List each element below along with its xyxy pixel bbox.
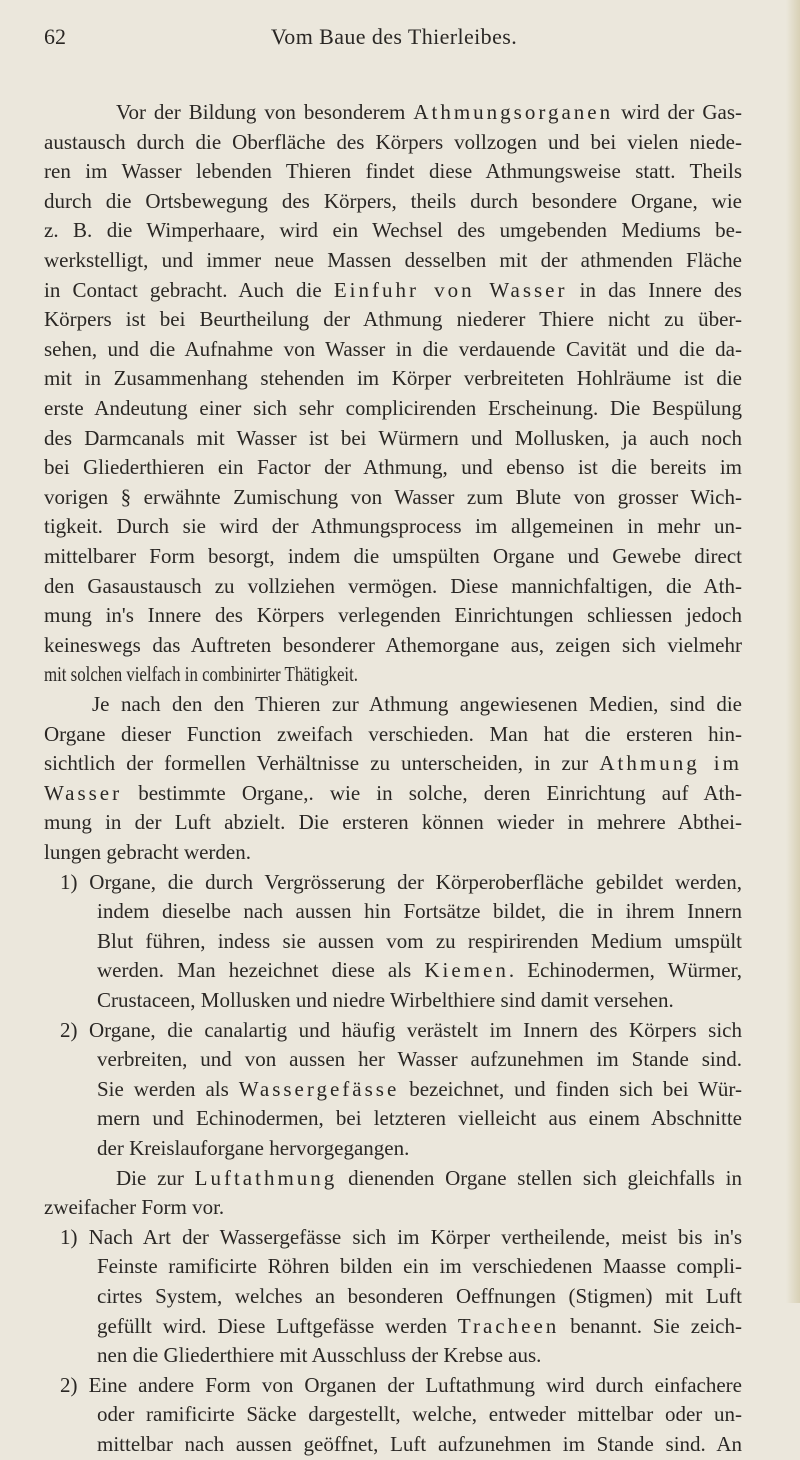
text-run: der Kreislauforgane hervorgegangen. [97, 1136, 410, 1160]
text-run: wird der Gas- [613, 100, 742, 124]
text-run: mittelbar nach aussen geöffnet, Luft aufzunehmen im Stande sind. An [97, 1432, 742, 1456]
text-run: dienenden Organe stellen sich gleichfalls in [337, 1165, 742, 1190]
text-run: 1) Nach Art der Wassergefässe sich im Körper vertheilende, meist bis in's [60, 1224, 742, 1249]
text-run: Blut führen, indess sie aussen vom zu respirirenden Medium umspült [97, 928, 742, 953]
text-run: verbreiten, und von aussen her Wasser aufzunehmen im Stande sind. [97, 1047, 742, 1072]
text-run: bestimmte Organe,. wie in solche, deren Einrichtung auf Ath- [122, 780, 742, 805]
text-run: mit solchen vielfach in combinirter Thätigkeit. [44, 662, 358, 687]
text-run: indem dieselbe nach aussen hin Fortsätze bildet, die in ihrem Innern [97, 899, 742, 924]
text-run: sichtlich der formellen Verhältnisse zu unterscheiden, in zur [44, 751, 600, 776]
text-line [44, 452, 742, 483]
text-run: lungen gebracht werden. [44, 840, 251, 864]
spaced-emphasis: Wassergefässe [238, 1076, 400, 1101]
text-run: Organe dieser Function zweifach verschieden. Man hat die ersteren hin- [44, 721, 742, 746]
text-run: gefüllt wird. Diese Luftgefässe werden [97, 1313, 458, 1338]
text-line [44, 423, 742, 454]
text-run: tigkeit. Durch sie wird der Athmungsprocess im allgemeinen in mehr un- [44, 514, 742, 539]
text-run: mit in Zusammenhang stehenden im Körper verbreiteten Hohlräume ist die [44, 366, 742, 391]
text-run: den Gasaustausch zu vollziehen vermögen. Diese mannichfaltigen, die Ath- [44, 573, 742, 598]
text-line [116, 97, 742, 128]
text-run: erste Andeutung einer sich sehr complicirenden Erscheinung. Die Bespülung [44, 396, 742, 420]
text-run: keineswegs das Auftreten besonderer Athemorgane aus, zeigen sich vielmehr [44, 632, 742, 657]
text-run: ren im Wasser lebenden Thieren findet diese Athmungsweise statt. Theils [44, 159, 742, 184]
text-run: Je nach den den Thieren zur Athmung angewiesenen Medien, sind die [92, 692, 742, 716]
text-line [44, 334, 742, 365]
text-run: Die zur [116, 1165, 195, 1190]
text-line [44, 127, 742, 158]
text-line [44, 363, 742, 394]
text-line [44, 719, 742, 750]
text-line [97, 1044, 742, 1075]
spaced-emphasis: Kiemen [424, 958, 509, 983]
text-line [97, 896, 742, 927]
text-line [44, 482, 742, 513]
text-run: in Contact gebracht. Auch die [44, 277, 334, 302]
text-line [44, 1192, 300, 1223]
text-run: mittelbarer Form besorgt, indem die umspülten Organe und Gewebe direct [44, 544, 742, 568]
text-line [97, 955, 742, 986]
text-run: mung in der Luft abzielt. Die ersteren können wieder in mehrere Abthei- [44, 810, 742, 835]
text-line [97, 1074, 742, 1105]
text-line [97, 1340, 700, 1371]
text-run: bezeichnet, und finden sich bei Wür- [399, 1076, 742, 1101]
text-line [44, 186, 742, 217]
text-line [97, 1311, 742, 1342]
text-line [97, 1281, 742, 1312]
text-line [60, 867, 742, 898]
text-run: 2) Organe, die canalartig und häufig verästelt im Innern des Körpers sich [60, 1017, 742, 1042]
text-line [116, 1163, 742, 1194]
text-run: 2) Eine andere Form von Organen der Luftathmung wird durch einfachere [60, 1372, 742, 1397]
text-run: werden. Man hezeichnet diese als [97, 958, 425, 983]
text-line [97, 985, 700, 1016]
text-run: austausch durch die Oberfläche des Körpers vollzogen und bei vielen niede- [44, 129, 742, 154]
text-line [44, 837, 336, 868]
text-line [44, 215, 742, 246]
text-run: in das Innere des [567, 277, 742, 302]
text-line [60, 1222, 742, 1253]
text-run: oder ramificirte Säcke dargestellt, welche, entweder mittelbar oder un- [97, 1402, 742, 1427]
spaced-emphasis: Wasser [44, 780, 123, 805]
spaced-emphasis: Athmungsorganen [413, 100, 614, 124]
text-run: Crustaceen, Mollusken und niedre Wirbelthiere sind damit versehen. [97, 988, 674, 1012]
text-run: mern und Echinodermen, bei letzteren vielleicht aus einem Abschnitte [97, 1106, 742, 1131]
text-line [60, 1015, 742, 1046]
text-line [44, 275, 742, 306]
text-run: Feinste ramificirte Röhren bilden ein im verschiedenen Maasse compli- [97, 1254, 742, 1279]
text-line [44, 600, 742, 631]
text-line [44, 630, 742, 661]
text-line [92, 689, 742, 720]
text-run: . Echinodermen, Würmer, [508, 958, 742, 983]
text-line [44, 304, 742, 335]
text-run: Körpers ist bei Beurtheilung der Athmung niederer Thiere nicht zu über- [44, 307, 742, 332]
text-line [44, 511, 742, 542]
text-line [60, 1370, 742, 1401]
spaced-emphasis: Athmung im [599, 751, 742, 776]
text-line [44, 778, 742, 809]
text-run: cirtes System, welches an besonderen Oeffnungen (Stigmen) mit Luft [97, 1284, 742, 1308]
text-line [44, 659, 358, 690]
text-run: 1) Organe, die durch Vergrösserung der Körperoberfläche gebildet werden, [60, 869, 742, 894]
text-line [44, 156, 742, 187]
text-line [44, 245, 742, 276]
text-line [44, 393, 742, 424]
text-run: vorigen § erwähnte Zumischung von Wasser zum Blute von grosser Wich- [44, 484, 742, 509]
text-run: des Darmcanals mit Wasser ist bei Würmern und Mollusken, ja auch noch [44, 425, 742, 450]
page-number: 62 [44, 24, 66, 49]
running-title: Vom Baue des Thierleibes. [270, 24, 518, 49]
text-line [97, 926, 742, 957]
text-run: bei Gliederthieren ein Factor der Athmung, und ebenso ist die bereits im [44, 455, 742, 480]
text-line [97, 1251, 742, 1282]
text-line [97, 1399, 742, 1430]
spaced-emphasis: Einfuhr von Wasser [333, 277, 568, 302]
text-run: nen die Gliederthiere mit Ausschluss der Krebse aus. [97, 1343, 542, 1368]
text-line [44, 541, 742, 572]
text-run: z. B. die Wimperhaare, wird ein Wechsel des umgebenden Mediums be- [44, 218, 742, 243]
text-run: durch die Ortsbewegung des Körpers, theils durch besondere Organe, wie [44, 188, 742, 213]
text-line [97, 1133, 428, 1164]
text-line [44, 807, 742, 838]
text-run: sehen, und die Aufnahme von Wasser in die verdauende Cavität und die da- [44, 336, 742, 361]
text-run: mung in's Innere des Körpers verlegenden Einrichtungen schliessen jedoch [44, 603, 742, 628]
text-run: werkstelligt, und immer neue Massen desselben mit der athmenden Fläche [44, 248, 742, 272]
text-line [97, 1429, 742, 1460]
page-header [44, 24, 744, 52]
text-run: zweifacher Form vor. [44, 1195, 225, 1220]
text-run: Vor der Bildung von besonderem [116, 100, 414, 124]
spaced-emphasis: Luftathmung [194, 1165, 338, 1190]
text-run: Sie werden als [97, 1076, 239, 1101]
text-line [97, 1103, 742, 1134]
text-line [44, 571, 742, 602]
text-run: benannt. Sie zeich- [559, 1313, 742, 1338]
page-edge-shadow [786, 0, 800, 1303]
spaced-emphasis: Tracheen [457, 1313, 560, 1338]
text-line [44, 748, 742, 779]
